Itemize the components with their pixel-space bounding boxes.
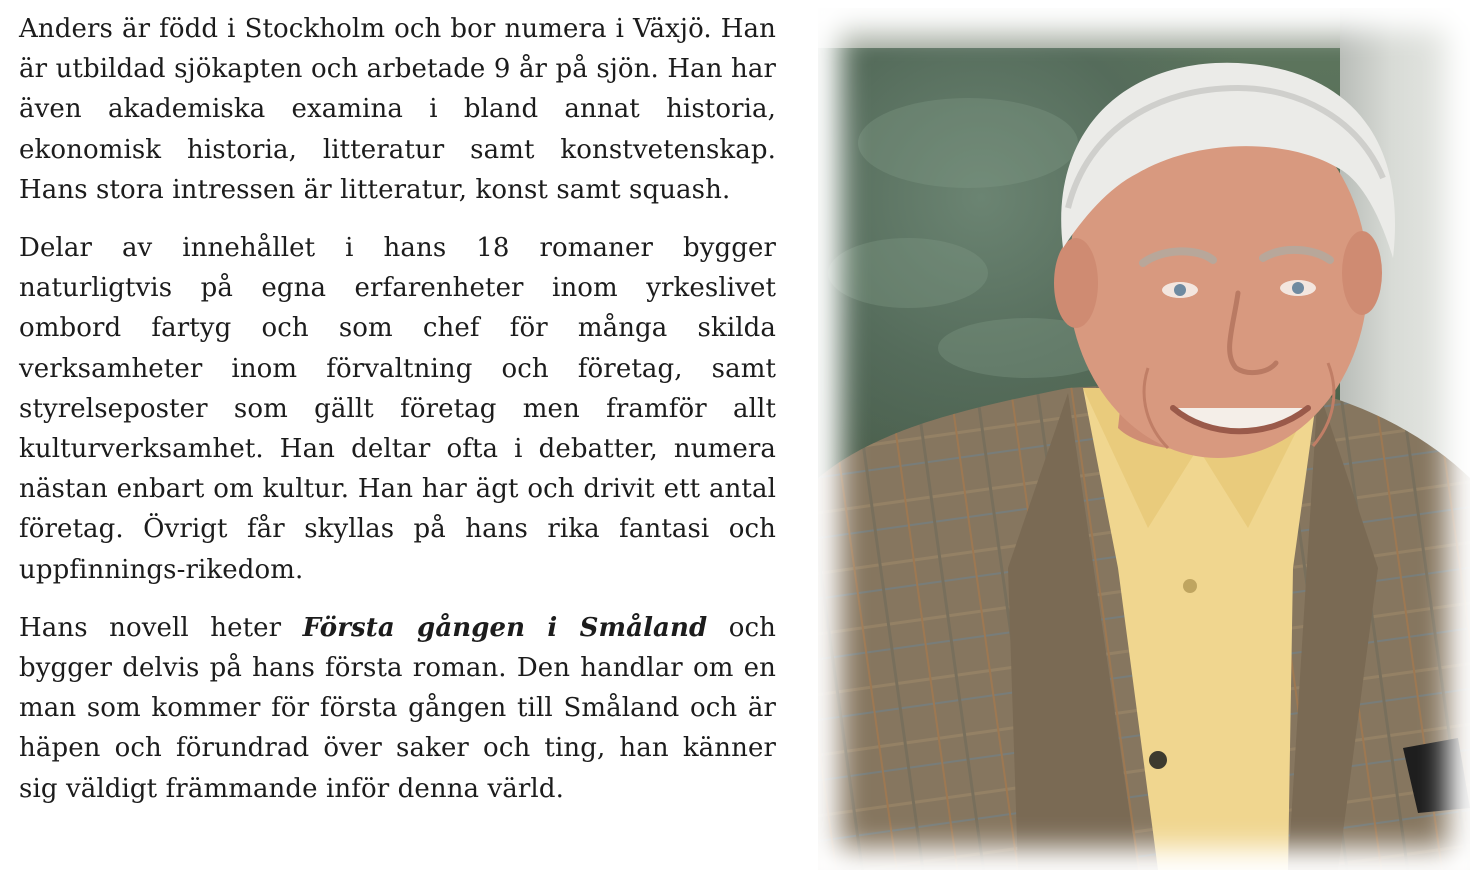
- author-portrait: [818, 8, 1470, 870]
- portrait-photo: [818, 8, 1470, 870]
- article-text: [19, 9, 776, 827]
- paragraph-novels: Delar av innehållet i hans 18 romaner bygger naturligtvis på egna erfarenheter inom yrkeslivet ombord fartyg och som chef för många skilda verksamheter inom förvaltning och företag, samt styrelseposter som gällt företag men framför allt kulturverksamhet. Han deltar ofta i debatter, numera nästan enbart om kultur. Han har ägt och drivit ett antal företag. Övrigt får skyllas på hans rika fantasi och uppfinnings-rikedom.: [19, 233, 776, 585]
- paragraph-short-story: [19, 608, 776, 809]
- portrait-figure: [818, 8, 1470, 870]
- paragraph-short-story-rest: och bygger delvis på hans första roman. Den handlar om en man som kommer för första gången till Småland och är häpen och förundrad över saker och ting, han känner sig väldigt främmande inför denna värld.: [19, 612, 777, 804]
- paragraph-biography: Anders är född i Stockholm och bor numera i Växjö. Han är utbildad sjökapten och arbetade 9 år på sjön. Han har även akademiska examina i bland annat historia, ekonomisk historia, litteratur samt konstvetenskap. Hans stora intressen är litteratur, konst samt squash.: [19, 14, 776, 205]
- paragraph-short-story-intro: Hans novell heter: [19, 612, 303, 643]
- short-story-title: Första gången i Småland: [302, 612, 708, 643]
